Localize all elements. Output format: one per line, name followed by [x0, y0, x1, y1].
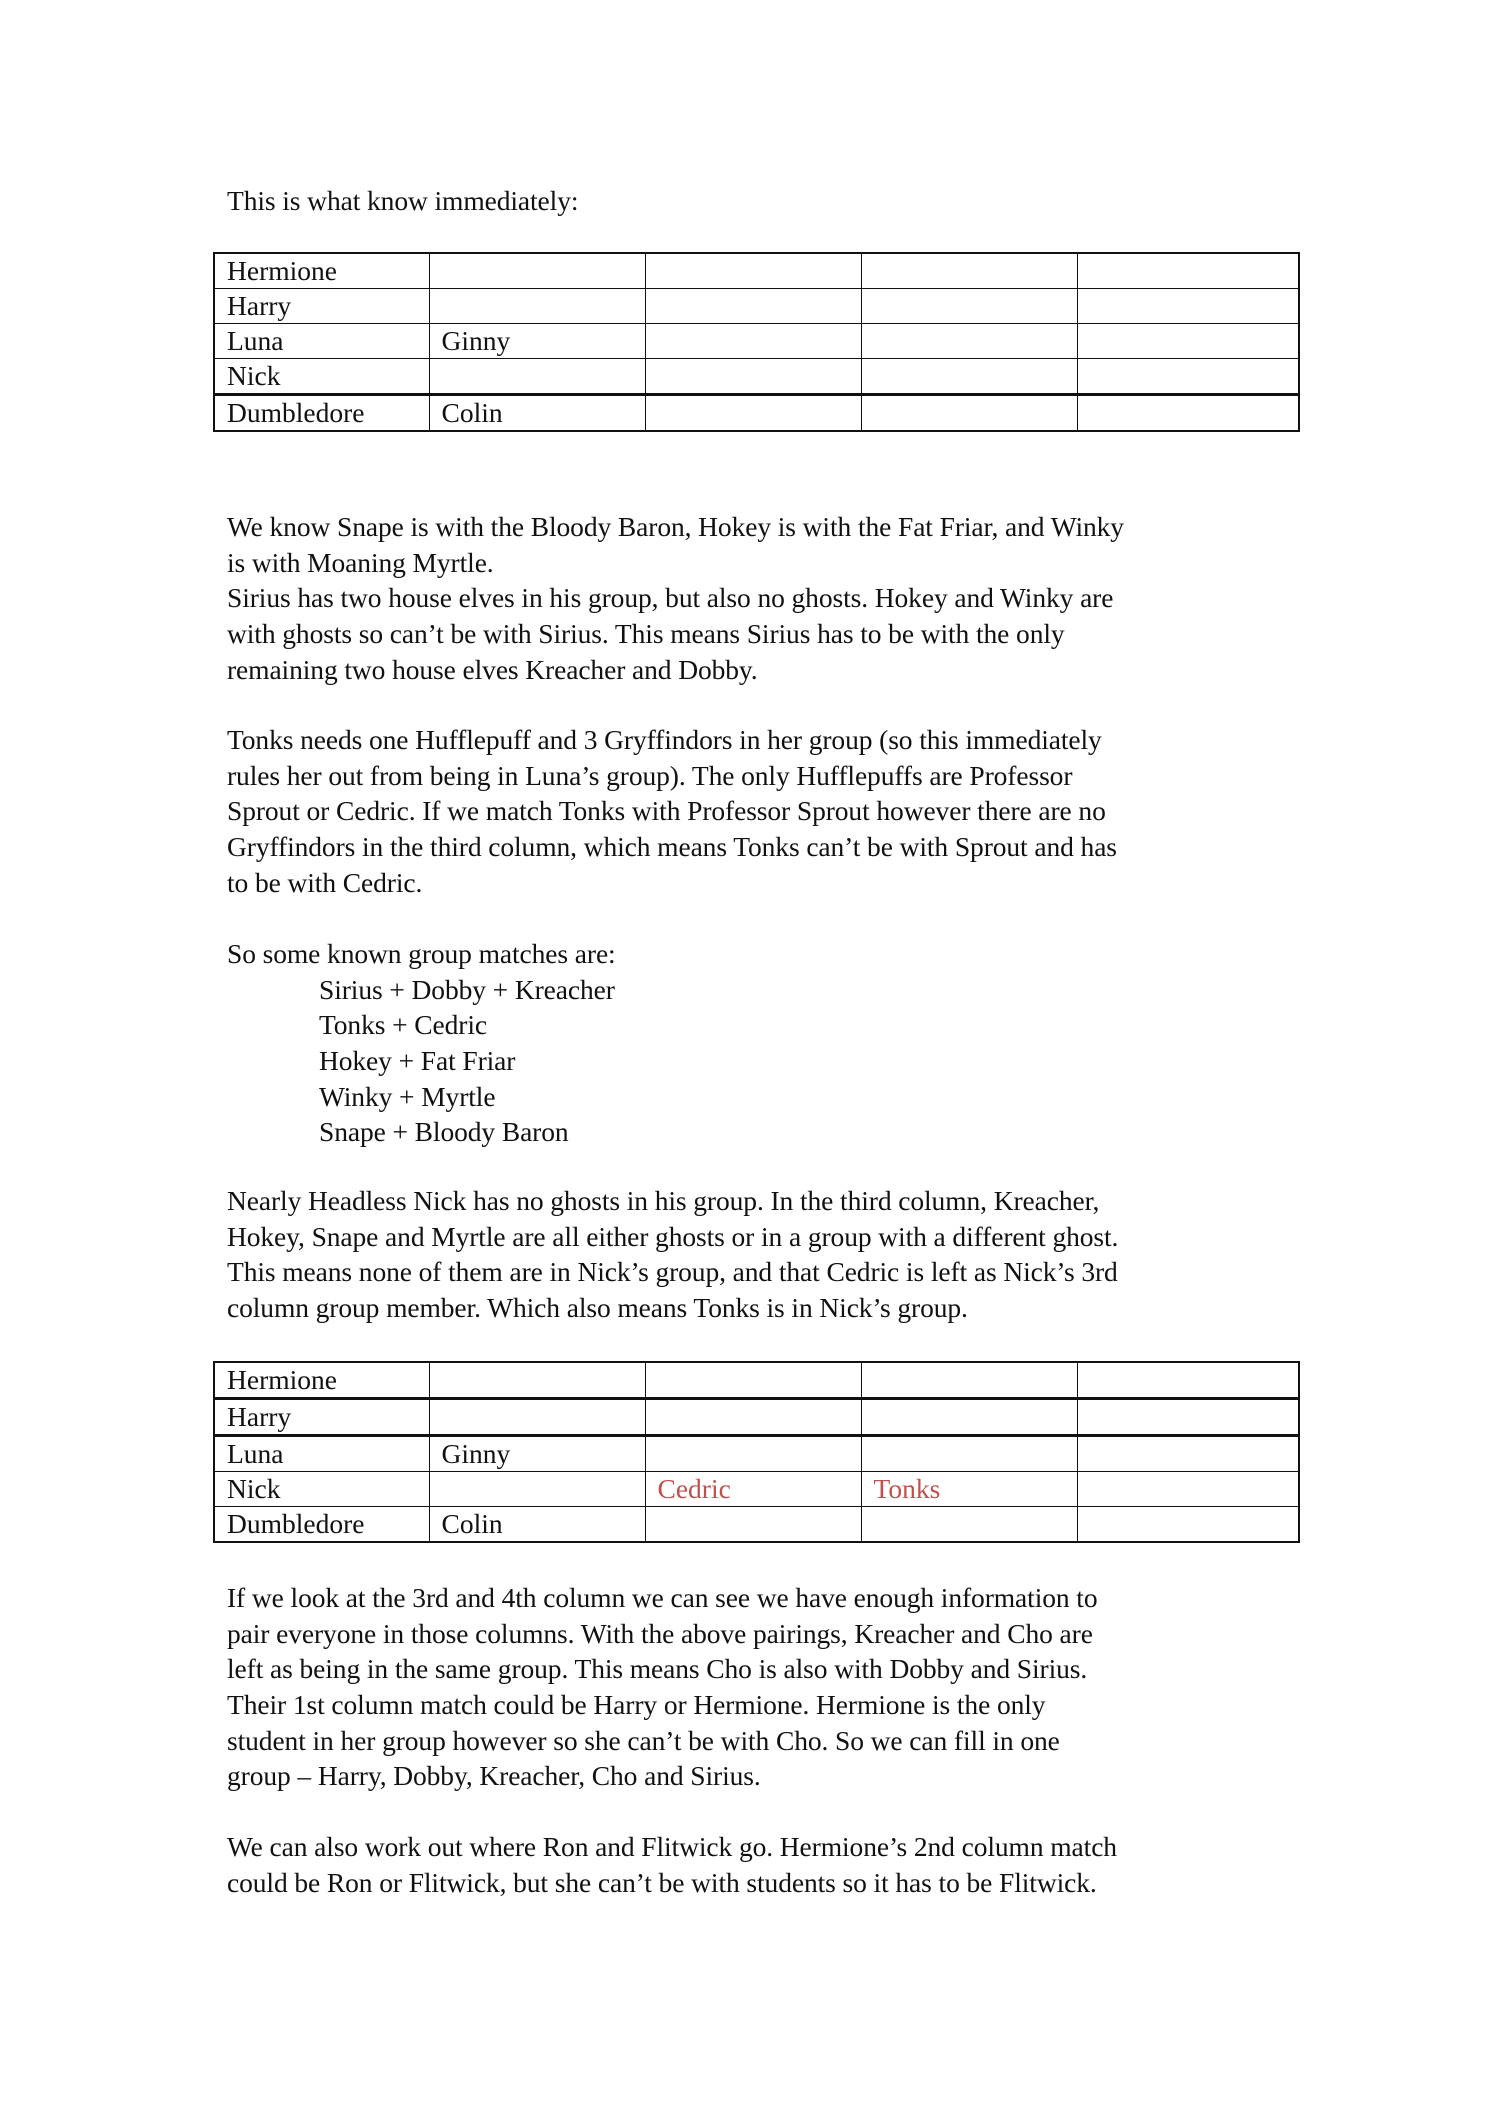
text-line: group – Harry, Dobby, Kreacher, Cho and Sirius. [227, 1760, 761, 1792]
text-line: Tonks needs one Hufflepuff and 3 Gryffindors in her group (so this immediately [227, 724, 1102, 755]
table-cell: Harry [214, 1399, 429, 1436]
intro-text [227, 183, 1287, 219]
table-cell: Nick [214, 1472, 429, 1507]
table-cell [1077, 1362, 1299, 1399]
table-row [214, 1507, 1299, 1543]
table-row [214, 359, 1299, 395]
table-row [214, 289, 1299, 324]
table-row [214, 395, 1299, 432]
text-line: We know Snape is with the Bloody Baron, Hokey is with the Fat Friar, and Winky [227, 511, 1124, 542]
table-cell [861, 253, 1077, 289]
table-cell [861, 1362, 1077, 1399]
table-cell [645, 324, 861, 359]
table-cell [1077, 1399, 1299, 1436]
table-cell [861, 1507, 1077, 1543]
match-item: Sirius + Dobby + Kreacher [319, 973, 615, 1005]
table-cell [1077, 253, 1299, 289]
table-cell [645, 1507, 861, 1543]
table-cell [429, 1399, 645, 1436]
table-cell [645, 395, 861, 432]
match-item: Tonks + Cedric [319, 1009, 487, 1041]
table-cell [429, 253, 645, 289]
table-cell: Hermione [214, 1362, 429, 1399]
intro-line: This is what know immediately: [227, 185, 579, 216]
text-line: Sprout or Cedric. If we match Tonks with Professor Sprout however there are no [227, 795, 1106, 827]
table-cell: Ginny [429, 324, 645, 359]
table-cell [645, 1399, 861, 1436]
table-cell [861, 359, 1077, 395]
table-cell [645, 1436, 861, 1472]
text-line: rules her out from being in Luna’s group). The only Hufflepuffs are Professor [227, 759, 1073, 791]
table-cell [1077, 289, 1299, 324]
table-cell [645, 1362, 861, 1399]
table-cell [861, 1399, 1077, 1436]
table-cell: Colin [429, 1507, 645, 1543]
text-line: with ghosts so can’t be with Sirius. This means Sirius has to be with the only [227, 618, 1065, 650]
table-cell [429, 1472, 645, 1507]
table-cell: Hermione [214, 253, 429, 289]
table-cell [1077, 359, 1299, 395]
paragraph-tonks [227, 722, 1287, 900]
text-line: column group member. Which also means Tonks is in Nick’s group. [227, 1292, 968, 1324]
paragraph-snape-sirius [227, 509, 1287, 687]
table-cell [429, 1362, 645, 1399]
text-line: could be Ron or Flitwick, but she can’t be with students so it has to be Flitwick. [227, 1866, 1097, 1898]
paragraph-columns [227, 1580, 1287, 1794]
table-row [214, 324, 1299, 359]
table-cell: Nick [214, 359, 429, 395]
match-item: Winky + Myrtle [319, 1080, 496, 1112]
table-cell [861, 324, 1077, 359]
table-row [214, 1472, 1299, 1507]
match-item: Hokey + Fat Friar [319, 1045, 516, 1077]
table-cell [1077, 395, 1299, 432]
table-cell-highlighted: Tonks [861, 1472, 1077, 1507]
table-cell [645, 289, 861, 324]
grid-table-updated [213, 1361, 1300, 1543]
table-cell [645, 253, 861, 289]
table-cell: Ginny [429, 1436, 645, 1472]
matches-heading: So some known group matches are: [227, 938, 616, 969]
table-cell [1077, 1472, 1299, 1507]
paragraph-nick [227, 1183, 1287, 1326]
table-cell: Harry [214, 289, 429, 324]
table-row [214, 1362, 1299, 1399]
table-cell: Colin [429, 395, 645, 432]
table-row [214, 253, 1299, 289]
table-cell [1077, 1507, 1299, 1543]
table-cell [645, 359, 861, 395]
text-line: Nearly Headless Nick has no ghosts in his group. In the third column, Kreacher, [227, 1185, 1100, 1216]
table-cell [861, 1436, 1077, 1472]
text-line: student in her group however so she can’t be with Cho. So we can fill in one [227, 1724, 1060, 1756]
table-cell [429, 289, 645, 324]
table-row [214, 1436, 1299, 1472]
table-cell: Luna [214, 324, 429, 359]
text-line: left as being in the same group. This means Cho is also with Dobby and Sirius. [227, 1653, 1088, 1685]
text-line: is with Moaning Myrtle. [227, 546, 494, 578]
table-cell [861, 395, 1077, 432]
table-cell-highlighted: Cedric [645, 1472, 861, 1507]
match-item: Snape + Bloody Baron [319, 1116, 569, 1148]
table-cell: Luna [214, 1436, 429, 1472]
text-line: Gryffindors in the third column, which means Tonks can’t be with Sprout and has [227, 831, 1117, 863]
text-line: This means none of them are in Nick’s group, and that Cedric is left as Nick’s 3rd [227, 1256, 1118, 1288]
table-cell [1077, 324, 1299, 359]
text-line: to be with Cedric. [227, 866, 423, 898]
text-line: pair everyone in those columns. With the above pairings, Kreacher and Cho are [227, 1617, 1093, 1649]
known-matches-section [227, 936, 1287, 1150]
table-row [214, 1399, 1299, 1436]
text-line: We can also work out where Ron and Flitwick go. Hermione’s 2nd column match [227, 1831, 1117, 1862]
grid-table-initial [213, 252, 1300, 432]
text-line: remaining two house elves Kreacher and Dobby. [227, 653, 758, 685]
table-cell [429, 359, 645, 395]
table-cell: Dumbledore [214, 1507, 429, 1543]
text-line: Their 1st column match could be Harry or Hermione. Hermione is the only [227, 1689, 1046, 1721]
paragraph-ron-flitwick [227, 1829, 1287, 1900]
table-cell [861, 289, 1077, 324]
text-line: If we look at the 3rd and 4th column we can see we have enough information to [227, 1582, 1098, 1613]
text-line: Hokey, Snape and Myrtle are all either ghosts or in a group with a different ghost. [227, 1220, 1119, 1252]
table-cell [1077, 1436, 1299, 1472]
table-cell: Dumbledore [214, 395, 429, 432]
text-line: Sirius has two house elves in his group, but also no ghosts. Hokey and Winky are [227, 582, 1114, 614]
